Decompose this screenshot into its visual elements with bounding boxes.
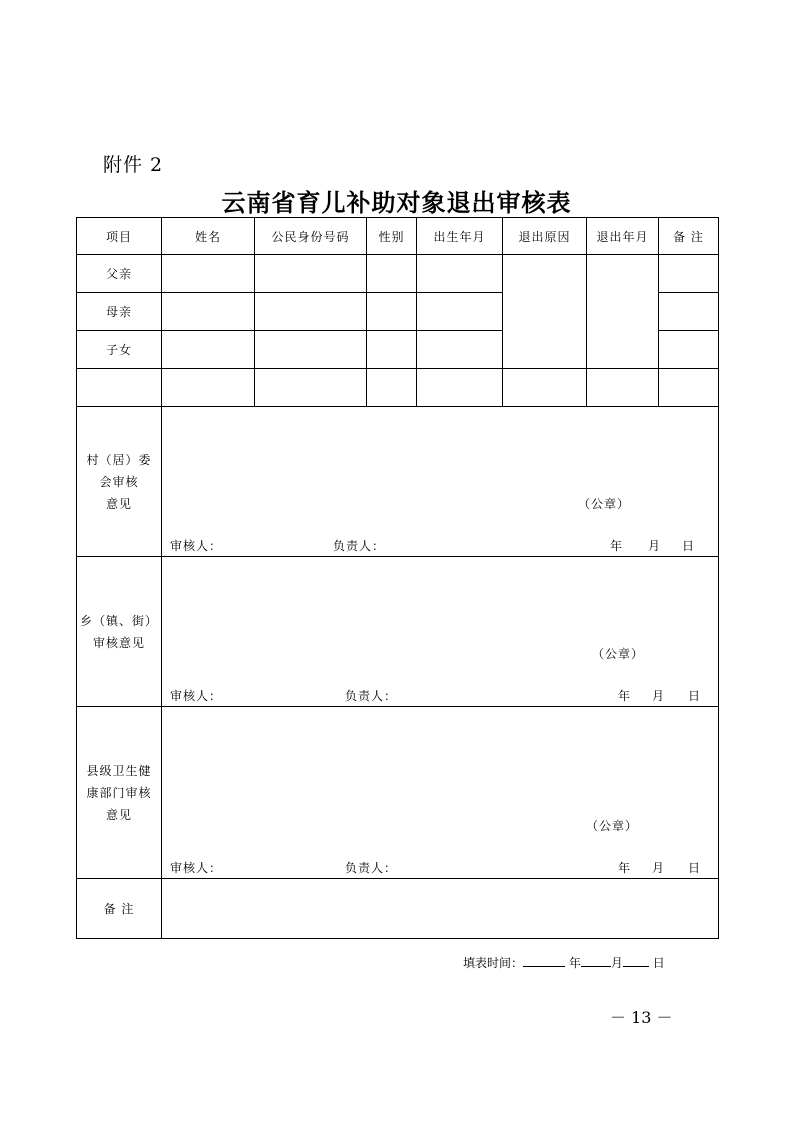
village-review-row bbox=[77, 407, 719, 557]
date-month-label: 月 bbox=[652, 861, 666, 875]
column-header: 性别 bbox=[367, 218, 417, 255]
id-number-cell[interactable] bbox=[255, 293, 367, 331]
label-line: 县级卫生健 bbox=[86, 763, 152, 778]
date-month-label: 月 bbox=[648, 539, 662, 553]
date-year-label: 年 bbox=[618, 689, 632, 703]
birth-date-cell[interactable] bbox=[417, 293, 503, 331]
county-review-opinion-area[interactable] bbox=[162, 707, 719, 879]
table-row bbox=[77, 369, 719, 407]
date-year-label: 年 bbox=[610, 539, 624, 553]
remarks-cell[interactable] bbox=[659, 293, 719, 331]
date-year-label: 年 bbox=[618, 861, 632, 875]
township-review-row bbox=[77, 557, 719, 707]
column-header: 退出年月 bbox=[587, 218, 659, 255]
exit-date-cell[interactable] bbox=[587, 255, 659, 369]
table-row bbox=[77, 255, 719, 293]
page-number: － 13 － bbox=[610, 1008, 673, 1027]
day-blank[interactable] bbox=[623, 954, 649, 967]
column-header: 公民身份号码 bbox=[255, 218, 367, 255]
id-number-cell[interactable] bbox=[255, 331, 367, 369]
responsible-person-label: 负责人： bbox=[345, 861, 398, 875]
remarks-row bbox=[77, 879, 719, 939]
date-day-label: 日 bbox=[688, 861, 702, 875]
birth-date-cell[interactable] bbox=[417, 369, 503, 407]
reviewer-label: 审核人： bbox=[170, 689, 223, 703]
gender-cell[interactable] bbox=[367, 331, 417, 369]
row-label-mother: 母亲 bbox=[77, 293, 162, 331]
row-label-child: 子女 bbox=[77, 331, 162, 369]
date-day-label: 日 bbox=[682, 539, 696, 553]
remarks-cell[interactable] bbox=[659, 331, 719, 369]
name-cell[interactable] bbox=[162, 369, 255, 407]
id-number-cell[interactable] bbox=[255, 369, 367, 407]
exit-reason-cell[interactable] bbox=[503, 255, 587, 369]
label-line: 审核意见 bbox=[92, 635, 145, 650]
label-line: 会审核 bbox=[99, 474, 139, 489]
village-review-opinion-area[interactable] bbox=[162, 407, 719, 557]
fill-time-month: 月 bbox=[610, 956, 623, 970]
remarks-cell[interactable] bbox=[659, 369, 719, 407]
attachment-label: 附件 2 bbox=[103, 154, 164, 176]
township-review-opinion-area[interactable] bbox=[162, 557, 719, 707]
fill-time-label: 填表时间： bbox=[463, 956, 524, 970]
year-blank[interactable] bbox=[523, 954, 565, 967]
row-label-blank bbox=[77, 369, 162, 407]
table-header-row bbox=[77, 218, 719, 255]
exit-reason-cell[interactable] bbox=[503, 369, 587, 407]
gender-cell[interactable] bbox=[367, 369, 417, 407]
label-line: 乡（镇、街） bbox=[79, 613, 158, 628]
fill-time-line bbox=[463, 954, 665, 971]
date-day-label: 日 bbox=[688, 689, 702, 703]
gender-cell[interactable] bbox=[367, 293, 417, 331]
county-review-row bbox=[77, 707, 719, 879]
column-header: 退出原因 bbox=[503, 218, 587, 255]
exit-date-cell[interactable] bbox=[587, 369, 659, 407]
column-header: 姓名 bbox=[162, 218, 255, 255]
form-title: 云南省育儿补助对象退出审核表 bbox=[221, 188, 572, 217]
birth-date-cell[interactable] bbox=[417, 331, 503, 369]
remarks-area[interactable] bbox=[162, 879, 719, 939]
county-review-label bbox=[77, 707, 162, 879]
audit-table bbox=[76, 217, 719, 939]
responsible-person-label: 负责人： bbox=[345, 689, 398, 703]
fill-time-year: 年 bbox=[568, 956, 581, 970]
month-blank[interactable] bbox=[581, 954, 611, 967]
label-line: 村（居）委 bbox=[86, 452, 152, 467]
column-header: 备 注 bbox=[659, 218, 719, 255]
remarks-label: 备 注 bbox=[77, 879, 162, 939]
column-header: 出生年月 bbox=[417, 218, 503, 255]
label-line: 意见 bbox=[105, 496, 132, 511]
gender-cell[interactable] bbox=[367, 255, 417, 293]
official-seal-label: （公章） bbox=[586, 819, 639, 833]
village-review-label bbox=[77, 407, 162, 557]
label-line: 康部门审核 bbox=[86, 785, 152, 800]
row-label-father: 父亲 bbox=[77, 255, 162, 293]
name-cell[interactable] bbox=[162, 293, 255, 331]
fill-time-day: 日 bbox=[652, 956, 665, 970]
responsible-person-label: 负责人： bbox=[333, 539, 386, 553]
official-seal-label: （公章） bbox=[578, 497, 631, 511]
name-cell[interactable] bbox=[162, 331, 255, 369]
name-cell[interactable] bbox=[162, 255, 255, 293]
birth-date-cell[interactable] bbox=[417, 255, 503, 293]
remarks-cell[interactable] bbox=[659, 255, 719, 293]
id-number-cell[interactable] bbox=[255, 255, 367, 293]
official-seal-label: （公章） bbox=[592, 647, 645, 661]
reviewer-label: 审核人： bbox=[170, 539, 223, 553]
township-review-label bbox=[77, 557, 162, 707]
reviewer-label: 审核人： bbox=[170, 861, 223, 875]
label-line: 意见 bbox=[105, 807, 132, 822]
date-month-label: 月 bbox=[652, 689, 666, 703]
column-header: 项目 bbox=[77, 218, 162, 255]
